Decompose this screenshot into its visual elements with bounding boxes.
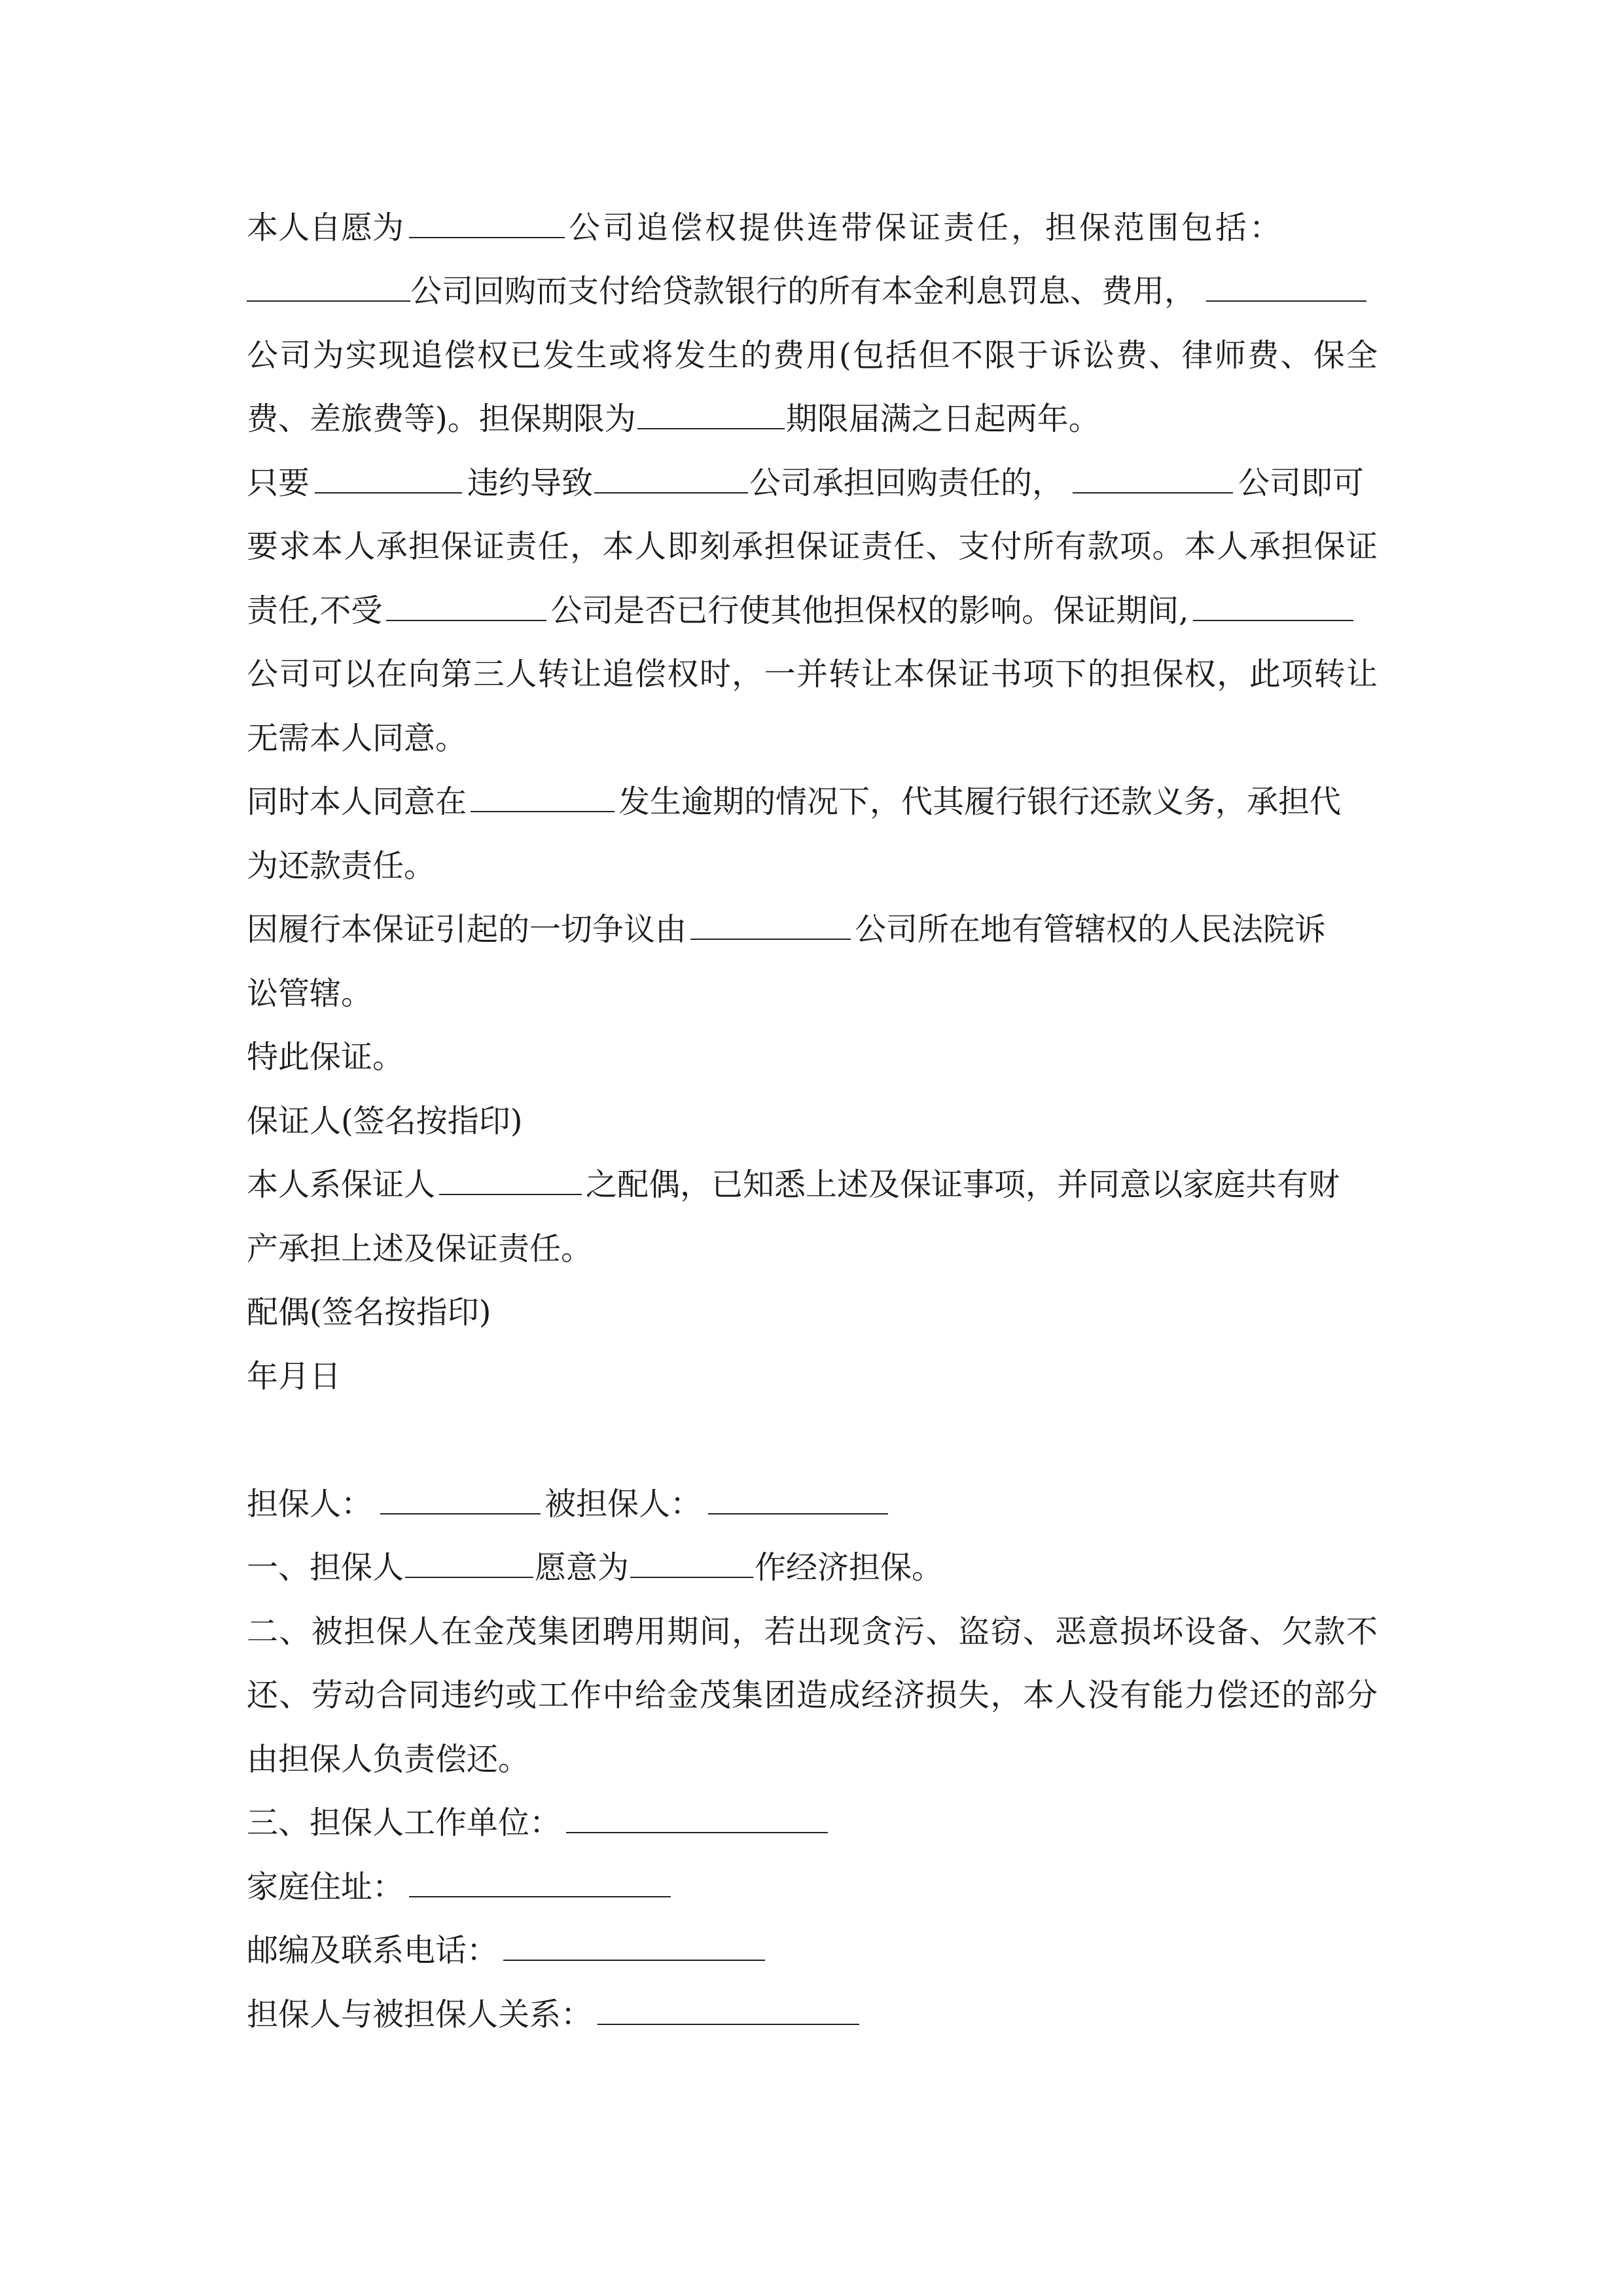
text: 作经济担保。 xyxy=(755,1549,944,1586)
postcode-phone-field[interactable] xyxy=(503,1933,765,1961)
letter-line-10 xyxy=(247,782,1378,821)
parties-line xyxy=(247,1484,1378,1524)
letter-line-13: 讼管辖。 xyxy=(247,975,373,1012)
item-1 xyxy=(247,1548,1378,1587)
item-3-workplace xyxy=(247,1803,1378,1842)
letter-line-4 xyxy=(247,399,1378,439)
item-2-line-1: 二、被担保人在金茂集团聘用期间，若出现贪污、盗窃、恶意损坏设备、欠款不 xyxy=(247,1613,1378,1650)
text: 费、差旅费等)。担保期限为 xyxy=(247,401,636,437)
text: 公司承担回购责任的， xyxy=(749,465,1064,501)
letter-line-7 xyxy=(247,591,1378,630)
guarantor-name-field[interactable] xyxy=(380,1487,541,1515)
guaranteed-label: 被担保人： xyxy=(544,1486,702,1522)
workplace-label: 三、担保人工作单位： xyxy=(247,1804,562,1841)
text: 一、担保人 xyxy=(247,1549,404,1586)
text: 之配偶，已知悉上述及保证事项，并同意以家庭共有财 xyxy=(586,1166,1340,1203)
postcode-phone-row xyxy=(247,1931,1378,1970)
letter-line-12 xyxy=(247,910,1378,949)
letter-line-2 xyxy=(247,272,1378,311)
letter-line-8: 公司可以在向第三人转让追偿权时，一并转让本保证书项下的担保权，此项转让 xyxy=(247,656,1378,692)
relation-label: 担保人与被担保人关系： xyxy=(247,1996,593,2033)
text: 公司是否已行使其他担保权的影响。保证期间, xyxy=(550,592,1189,629)
blank-field[interactable] xyxy=(405,1551,533,1578)
text: 期限届满之日起两年。 xyxy=(785,401,1100,437)
text: 因履行本保证引起的一切争议由 xyxy=(247,911,687,948)
item-2-line-2: 还、劳动合同违约或工作中给金茂集团造成经济损失，本人没有能力偿还的部分 xyxy=(247,1677,1378,1713)
letter-line-3: 公司为实现追偿权已发生或将发生的费用(包括但不限于诉讼费、律师费、保全 xyxy=(247,337,1378,374)
text: 同时本人同意在 xyxy=(247,783,467,820)
letter-line-9: 无需本人同意。 xyxy=(247,720,467,757)
blank-field[interactable] xyxy=(409,211,565,238)
text: 公司追偿权提供连带保证责任，担保范围包括： xyxy=(569,209,1284,246)
relation-row xyxy=(247,1995,1378,2034)
text: 责任,不受 xyxy=(247,592,383,629)
address-label: 家庭住址： xyxy=(247,1869,404,1905)
blank-field[interactable] xyxy=(1206,274,1366,302)
text: 公司所在地有管辖权的人民法院诉 xyxy=(855,911,1327,948)
date-line: 年月日 xyxy=(247,1358,342,1395)
guarantor-signature-line: 保证人(签名按指印) xyxy=(247,1103,523,1139)
address-field[interactable] xyxy=(409,1870,671,1897)
blank-field[interactable] xyxy=(439,1168,582,1195)
text: 发生逾期的情况下，代其履行银行还款义务，承担代 xyxy=(618,783,1342,820)
letter-line-11: 为还款责任。 xyxy=(247,848,436,884)
letter-line-5 xyxy=(247,463,1378,503)
text: 本人自愿为 xyxy=(247,209,404,246)
blank-field[interactable] xyxy=(637,402,785,429)
text: 违约导致 xyxy=(467,465,594,501)
letter-line-16 xyxy=(247,1165,1378,1204)
workplace-field[interactable] xyxy=(566,1806,828,1833)
letter-line-1 xyxy=(247,208,1378,247)
text: 只要 xyxy=(247,465,310,501)
postcode-phone-label: 邮编及联系电话： xyxy=(247,1932,499,1969)
blank-field[interactable] xyxy=(630,1551,753,1578)
text: 公司回购而支付给贷款银行的所有本金利息罚息、费用， xyxy=(410,273,1196,310)
blank-field[interactable] xyxy=(315,466,462,493)
blank-field[interactable] xyxy=(471,785,615,812)
blank-field[interactable] xyxy=(1073,466,1233,493)
guaranteed-name-field[interactable] xyxy=(708,1487,888,1515)
blank-field[interactable] xyxy=(247,274,410,302)
blank-field[interactable] xyxy=(386,594,546,621)
blank-field[interactable] xyxy=(690,912,851,940)
address-row xyxy=(247,1867,1378,1907)
text: 公司即可 xyxy=(1238,465,1364,501)
text: 本人系保证人 xyxy=(247,1166,436,1203)
text: 愿意为 xyxy=(535,1549,630,1586)
spouse-signature-line: 配偶(签名按指印) xyxy=(247,1294,491,1331)
letter-line-14: 特此保证。 xyxy=(247,1039,404,1075)
blank-field[interactable] xyxy=(1193,594,1353,621)
relation-field[interactable] xyxy=(597,1998,859,2025)
blank-field[interactable] xyxy=(594,466,748,493)
letter-line-17: 产承担上述及保证责任。 xyxy=(247,1230,593,1267)
letter-line-6: 要求本人承担保证责任，本人即刻承担保证责任、支付所有款项。本人承担保证 xyxy=(247,528,1378,565)
item-2-line-3: 由担保人负责偿还。 xyxy=(247,1741,530,1778)
guarantor-label: 担保人： xyxy=(247,1486,373,1522)
